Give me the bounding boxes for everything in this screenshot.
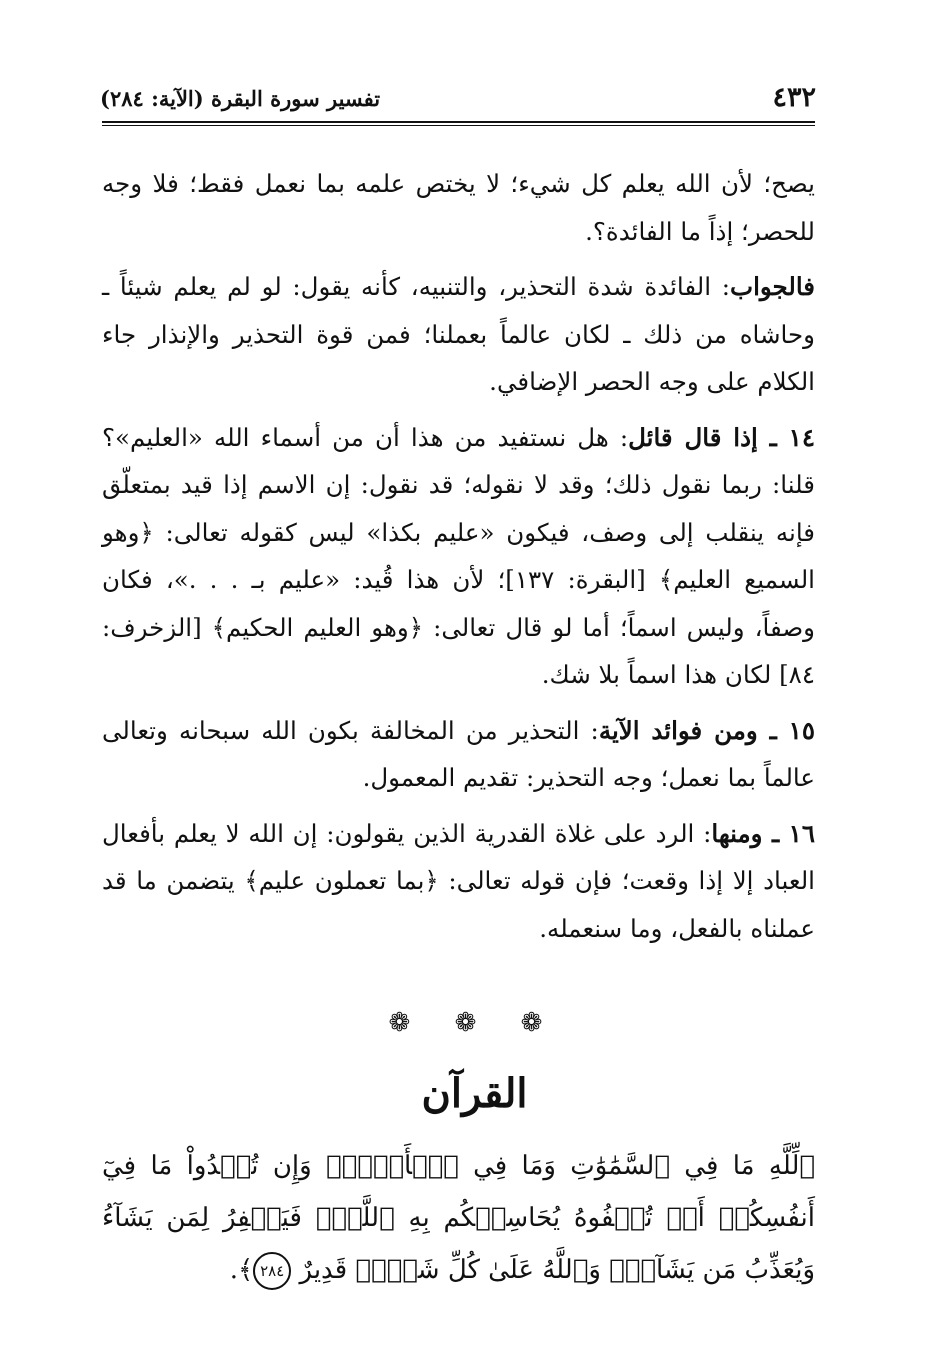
- paragraph-lead: فالجواب: [730, 272, 815, 301]
- paragraph-text: : التحذير من المخالفة بكون الله سبحانه وتعالى عالماً بما نعمل؛ وجه التحذير: تقديم المعمول.: [102, 715, 815, 792]
- paragraph-lead: ١٥ ـ ومن فوائد الآية: [598, 715, 815, 745]
- paragraph-4: [102, 707, 815, 802]
- commentary-body: [102, 160, 815, 960]
- paragraph-lead: ١٤ ـ إذا قال قائل: [628, 422, 815, 452]
- header-rule-thick: [102, 121, 815, 123]
- paragraph-3: [102, 414, 815, 699]
- running-title: تفسير سورة البقرة (الآية: ٢٨٤): [100, 86, 381, 111]
- paragraph-text: : الرد على غلاة القدرية الذين يقولون: إن الله لا يعلم بأفعال العباد إلا إذا وقعت؛ فإن قوله تعالى: ﴿بما تعملون عليم﴾ يتضمن ما قد عملناه بالفعل، وما سنعمله.: [102, 818, 815, 943]
- paragraph-1: [102, 160, 815, 255]
- ayah-number-badge: ٢٨٤: [253, 1252, 291, 1290]
- paragraph-text: : هل نستفيد من هذا أن من أسماء الله «العليم»؟ قلنا: ربما نقول ذلك؛ وقد لا نقوله؛ قد نقول: إن الاسم إذا قيد بمتعلّق فإنه ينقلب إلى وصف، فيكون «عليم بكذا» ليس كقوله تعالى: ﴿وهو السميع العليم﴾ [البقرة: ١٣٧]؛ لأن هذا قُيد: «عليم بـ . . .»، فكان وصفاً، وليس اسماً؛ أما لو قال تعالى: ﴿وهو العليم الحكيم﴾ [الزخرف: ٨٤] لكان هذا اسماً بلا شك.: [102, 422, 815, 689]
- paragraph-5: [102, 810, 815, 953]
- page-number: ٤٣٢: [772, 82, 816, 113]
- paragraph-text: : الفائدة شدة التحذير، والتنبيه، كأنه يقول: لو لم يعلم شيئاً ـ وحاشاه من ذلك ـ لكان عالماً بعملنا؛ فمن قوة التحذير والإنذار جاء الكلام على وجه الحصر الإضافي.: [102, 272, 815, 396]
- paragraph-2: [102, 263, 815, 406]
- paragraph-lead: ١٦ ـ ومنها: [711, 818, 815, 848]
- header-rule-thin: [102, 125, 815, 126]
- quran-verse: [102, 1140, 815, 1296]
- page-header: [100, 82, 816, 116]
- verse-closing: ﴾.: [229, 1255, 254, 1285]
- verse-text: ﴿لِّلَّهِ مَا فِي ٱلسَّمَٰوَٰتِ وَمَا فِي ٱلۡأَرۡضِۗ وَإِن تُبۡدُواْ مَا فِيٓ أَنفُسِكُمۡ أَوۡ تُخۡفُوهُ يُحَاسِبۡكُم بِهِ ٱللَّهُۖ فَيَغۡفِرُ لِمَن يَشَآءُ وَيُعَذِّبُ مَن يَشَآءُۗ وَٱللَّهُ عَلَىٰ كُلِّ شَيۡءٖ قَدِيرٌ: [102, 1151, 815, 1285]
- section-separator: ❁ ❁ ❁: [388, 1008, 561, 1038]
- section-heading: القرآن: [421, 1070, 528, 1117]
- paragraph-text: يصح؛ لأن الله يعلم كل شيء؛ لا يختص علمه بما نعمل فقط؛ فلا وجه للحصر؛ إذاً ما الفائدة؟.: [102, 169, 815, 246]
